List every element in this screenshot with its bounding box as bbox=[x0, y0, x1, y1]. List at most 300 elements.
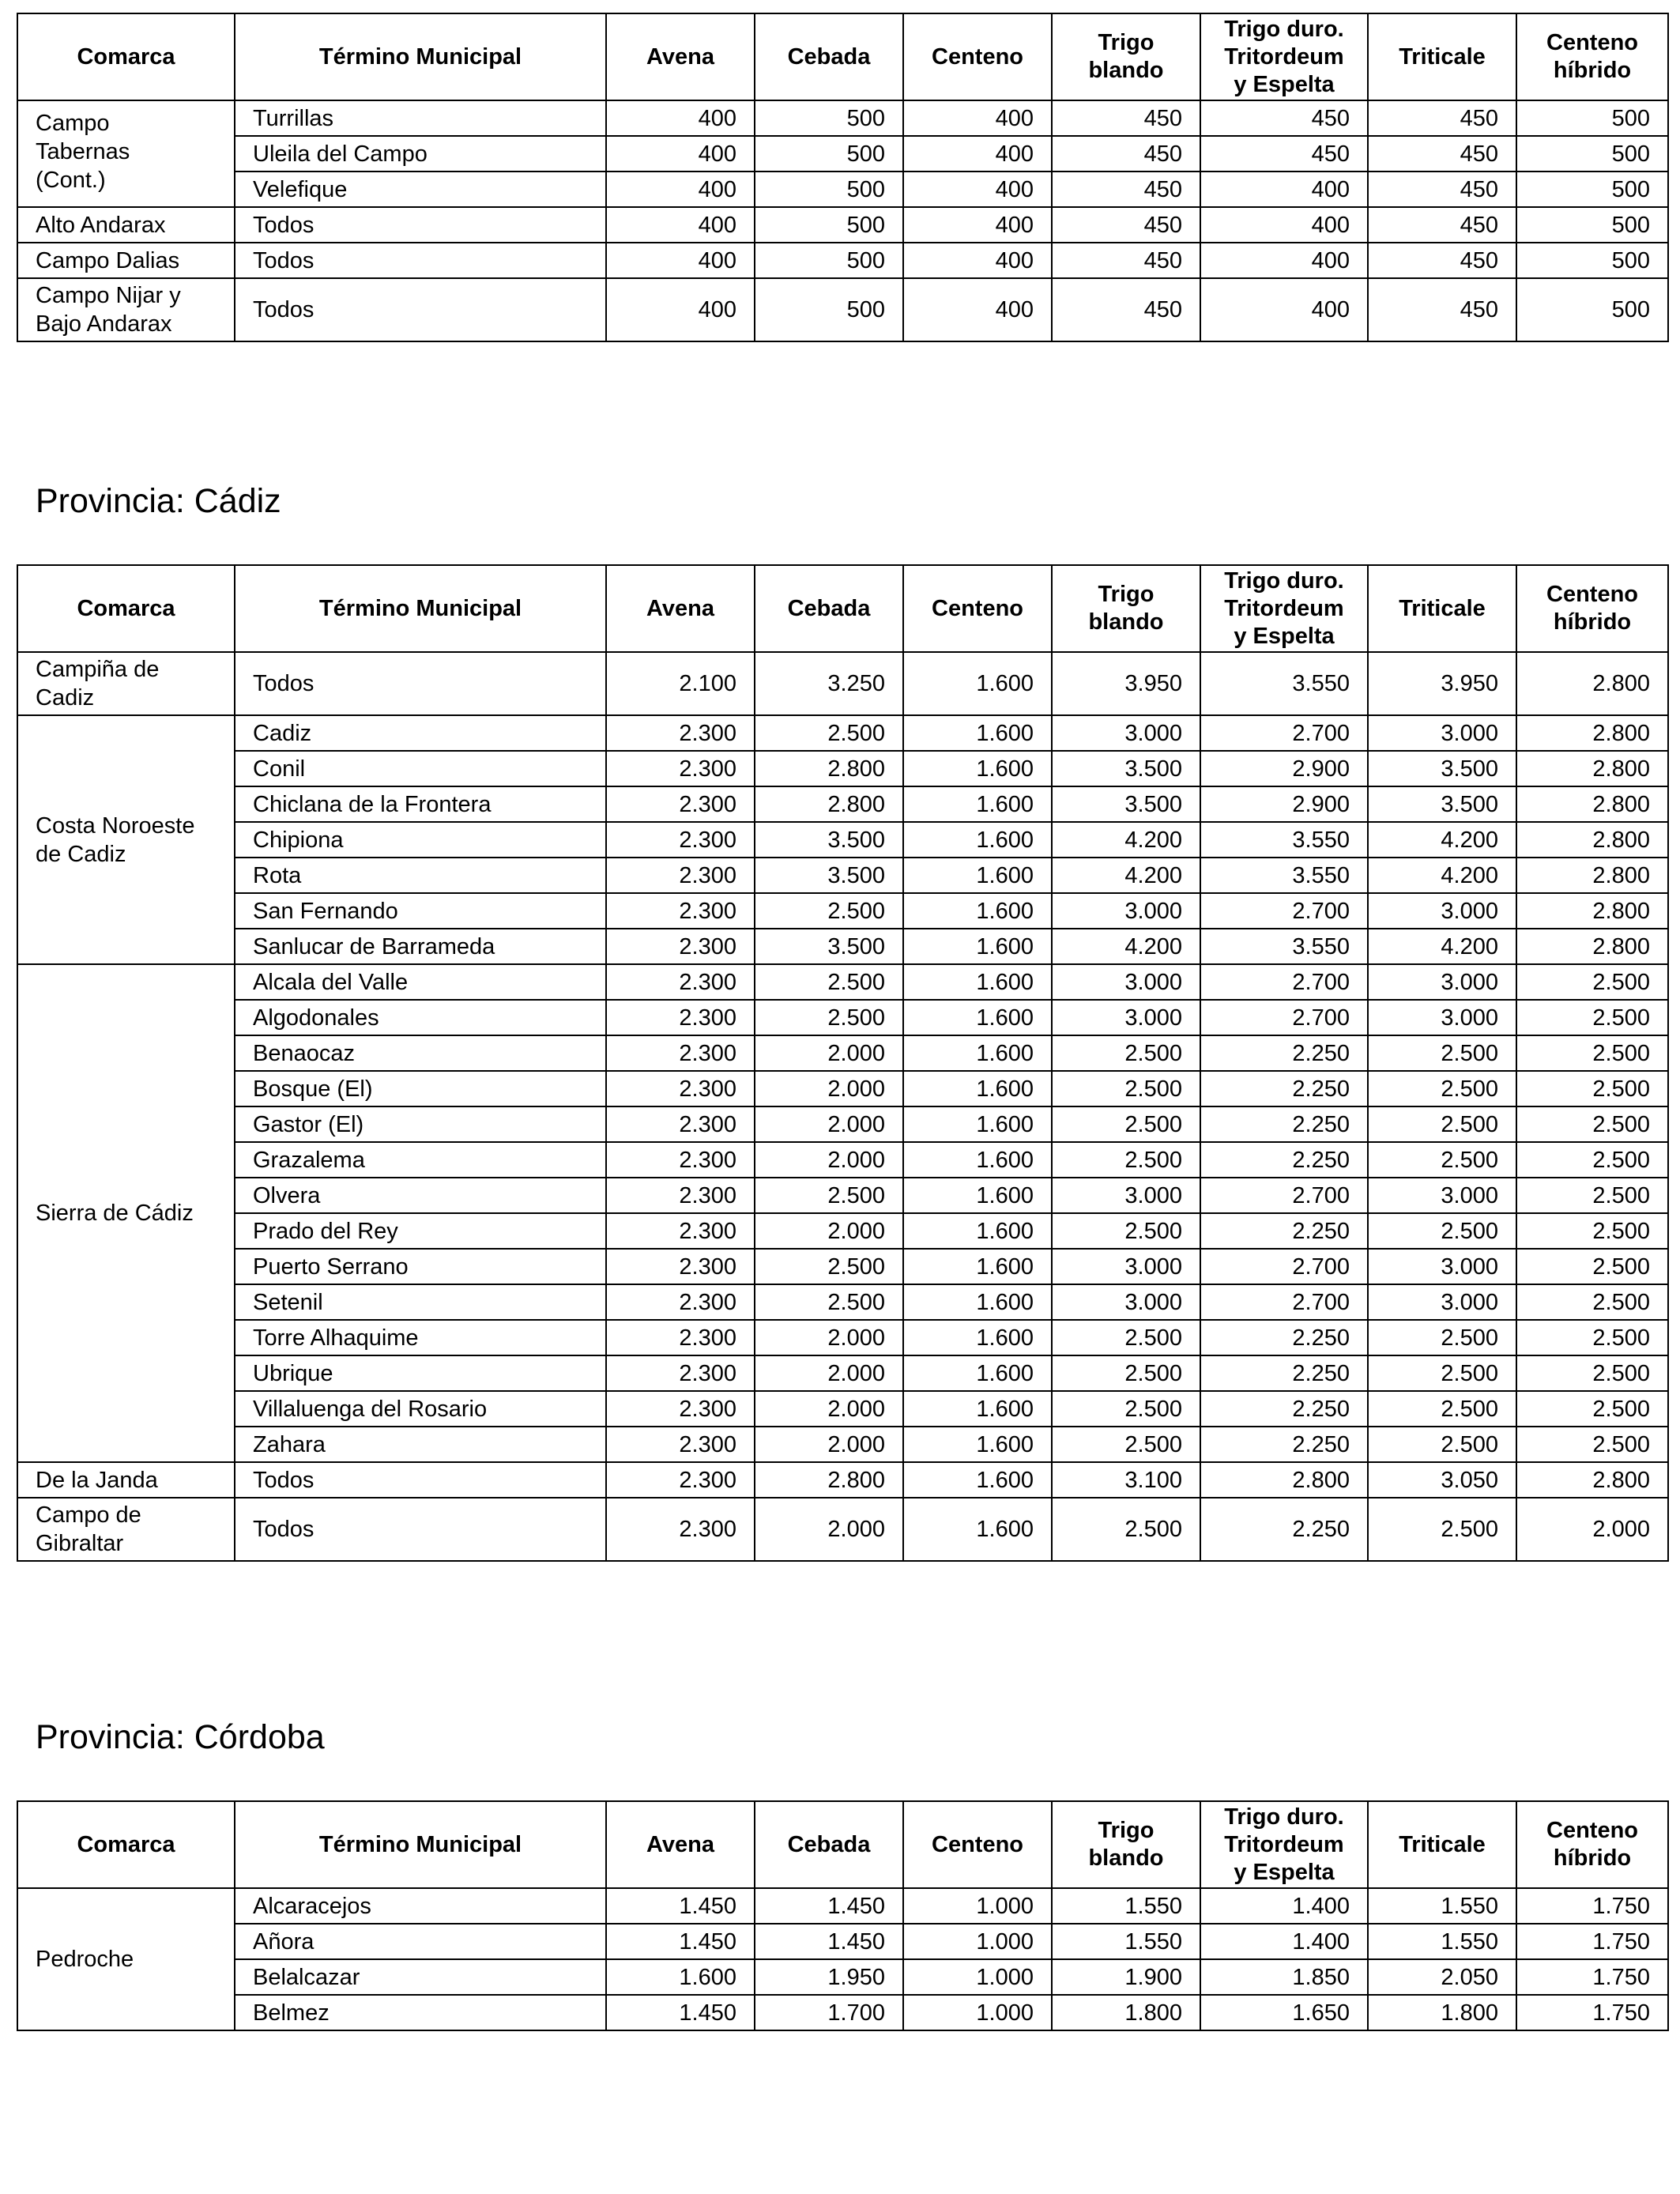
municipality-cell: Villaluenga del Rosario bbox=[235, 1391, 606, 1427]
value-cell: 400 bbox=[606, 136, 755, 172]
value-cell: 2.700 bbox=[1200, 1178, 1368, 1213]
column-header: Avena bbox=[606, 13, 755, 100]
value-cell: 3.000 bbox=[1052, 1178, 1200, 1213]
table-row bbox=[17, 858, 1668, 893]
value-cell: 1.550 bbox=[1368, 1888, 1516, 1924]
municipality-cell: Belmez bbox=[235, 1995, 606, 2030]
value-cell: 2.300 bbox=[606, 1106, 755, 1142]
value-cell: 2.500 bbox=[1052, 1498, 1200, 1561]
value-cell: 2.300 bbox=[606, 964, 755, 1000]
value-cell: 500 bbox=[1516, 243, 1668, 278]
value-cell: 3.950 bbox=[1052, 652, 1200, 715]
column-header: Comarca bbox=[17, 13, 235, 100]
value-cell: 2.800 bbox=[755, 751, 903, 786]
value-cell: 4.200 bbox=[1368, 822, 1516, 858]
value-cell: 3.950 bbox=[1368, 652, 1516, 715]
value-cell: 2.500 bbox=[755, 1000, 903, 1035]
value-cell: 1.600 bbox=[903, 929, 1052, 964]
column-header: Triticale bbox=[1368, 565, 1516, 652]
value-cell: 500 bbox=[755, 172, 903, 207]
value-cell: 2.500 bbox=[1368, 1213, 1516, 1249]
column-header: Término Municipal bbox=[235, 565, 606, 652]
value-cell: 2.500 bbox=[1368, 1142, 1516, 1178]
value-cell: 3.500 bbox=[1368, 751, 1516, 786]
value-cell: 2.700 bbox=[1200, 715, 1368, 751]
value-cell: 500 bbox=[1516, 278, 1668, 341]
value-cell: 2.800 bbox=[1516, 715, 1668, 751]
value-cell: 1.600 bbox=[903, 1178, 1052, 1213]
value-cell: 450 bbox=[1052, 136, 1200, 172]
value-cell: 1.550 bbox=[1052, 1888, 1200, 1924]
value-cell: 2.000 bbox=[755, 1142, 903, 1178]
comarca-cell: Sierra de Cádiz bbox=[17, 964, 235, 1462]
value-cell: 2.250 bbox=[1200, 1498, 1368, 1561]
value-cell: 2.250 bbox=[1200, 1142, 1368, 1178]
value-cell: 1.800 bbox=[1052, 1995, 1200, 2030]
value-cell: 3.000 bbox=[1368, 1249, 1516, 1284]
value-cell: 3.100 bbox=[1052, 1462, 1200, 1498]
municipality-cell: Todos bbox=[235, 652, 606, 715]
value-cell: 1.600 bbox=[903, 858, 1052, 893]
value-cell: 2.300 bbox=[606, 858, 755, 893]
value-cell: 400 bbox=[606, 100, 755, 136]
value-cell: 2.300 bbox=[606, 1249, 755, 1284]
value-cell: 1.600 bbox=[903, 1071, 1052, 1106]
value-cell: 1.400 bbox=[1200, 1924, 1368, 1959]
table-cadiz bbox=[17, 564, 1669, 1562]
value-cell: 2.000 bbox=[755, 1320, 903, 1355]
value-cell: 3.000 bbox=[1052, 964, 1200, 1000]
value-cell: 2.800 bbox=[1516, 786, 1668, 822]
value-cell: 2.500 bbox=[1368, 1320, 1516, 1355]
value-cell: 1.600 bbox=[903, 1035, 1052, 1071]
value-cell: 1.550 bbox=[1368, 1924, 1516, 1959]
value-cell: 2.250 bbox=[1200, 1320, 1368, 1355]
value-cell: 2.000 bbox=[755, 1035, 903, 1071]
value-cell: 2.500 bbox=[755, 964, 903, 1000]
value-cell: 2.800 bbox=[1516, 929, 1668, 964]
value-cell: 3.000 bbox=[1052, 715, 1200, 751]
column-header: Centeno híbrido bbox=[1516, 1801, 1668, 1888]
value-cell: 2.800 bbox=[755, 786, 903, 822]
value-cell: 1.550 bbox=[1052, 1924, 1200, 1959]
value-cell: 400 bbox=[903, 278, 1052, 341]
value-cell: 2.500 bbox=[1052, 1391, 1200, 1427]
municipality-cell: Algodonales bbox=[235, 1000, 606, 1035]
comarca-cell: Alto Andarax bbox=[17, 207, 235, 243]
comarca-cell: Campo Nijar y Bajo Andarax bbox=[17, 278, 235, 341]
value-cell: 2.500 bbox=[1052, 1142, 1200, 1178]
column-header: Trigo blando bbox=[1052, 13, 1200, 100]
value-cell: 2.300 bbox=[606, 1320, 755, 1355]
value-cell: 2.300 bbox=[606, 1035, 755, 1071]
table-row bbox=[17, 1355, 1668, 1391]
municipality-cell: Chipiona bbox=[235, 822, 606, 858]
comarca-cell: Campo Dalias bbox=[17, 243, 235, 278]
value-cell: 450 bbox=[1052, 100, 1200, 136]
value-cell: 1.450 bbox=[606, 1924, 755, 1959]
column-header: Avena bbox=[606, 565, 755, 652]
value-cell: 1.600 bbox=[903, 1391, 1052, 1427]
value-cell: 3.250 bbox=[755, 652, 903, 715]
value-cell: 2.500 bbox=[1516, 1249, 1668, 1284]
municipality-cell: Todos bbox=[235, 207, 606, 243]
value-cell: 2.300 bbox=[606, 1498, 755, 1561]
value-cell: 2.500 bbox=[1516, 1391, 1668, 1427]
table-row bbox=[17, 136, 1668, 172]
value-cell: 400 bbox=[1200, 243, 1368, 278]
value-cell: 2.500 bbox=[1516, 1427, 1668, 1462]
column-header: Trigo blando bbox=[1052, 565, 1200, 652]
value-cell: 2.250 bbox=[1200, 1427, 1368, 1462]
table-row bbox=[17, 929, 1668, 964]
municipality-cell: Sanlucar de Barrameda bbox=[235, 929, 606, 964]
value-cell: 2.800 bbox=[1516, 751, 1668, 786]
value-cell: 400 bbox=[903, 243, 1052, 278]
value-cell: 1.450 bbox=[606, 1995, 755, 2030]
value-cell: 400 bbox=[903, 207, 1052, 243]
table-row bbox=[17, 1924, 1668, 1959]
value-cell: 2.800 bbox=[1200, 1462, 1368, 1498]
value-cell: 2.500 bbox=[1516, 1213, 1668, 1249]
table-row bbox=[17, 893, 1668, 929]
table-row bbox=[17, 652, 1668, 715]
table-row bbox=[17, 715, 1668, 751]
table-row bbox=[17, 751, 1668, 786]
value-cell: 4.200 bbox=[1368, 929, 1516, 964]
value-cell: 1.850 bbox=[1200, 1959, 1368, 1995]
value-cell: 3.000 bbox=[1052, 1000, 1200, 1035]
municipality-cell: Belalcazar bbox=[235, 1959, 606, 1995]
data-table bbox=[17, 1800, 1669, 2031]
value-cell: 1.600 bbox=[903, 652, 1052, 715]
value-cell: 2.500 bbox=[1516, 1142, 1668, 1178]
table-row bbox=[17, 964, 1668, 1000]
value-cell: 2.700 bbox=[1200, 1000, 1368, 1035]
value-cell: 1.600 bbox=[903, 715, 1052, 751]
column-header: Trigo blando bbox=[1052, 1801, 1200, 1888]
municipality-cell: Prado del Rey bbox=[235, 1213, 606, 1249]
value-cell: 2.300 bbox=[606, 751, 755, 786]
value-cell: 1.600 bbox=[903, 1462, 1052, 1498]
table-row bbox=[17, 1035, 1668, 1071]
table-row bbox=[17, 1320, 1668, 1355]
value-cell: 2.500 bbox=[1052, 1106, 1200, 1142]
table-row bbox=[17, 1888, 1668, 1924]
column-header: Término Municipal bbox=[235, 1801, 606, 1888]
value-cell: 2.250 bbox=[1200, 1035, 1368, 1071]
value-cell: 400 bbox=[1200, 278, 1368, 341]
municipality-cell: Turrillas bbox=[235, 100, 606, 136]
comarca-cell: Pedroche bbox=[17, 1888, 235, 2030]
value-cell: 400 bbox=[903, 172, 1052, 207]
value-cell: 450 bbox=[1200, 100, 1368, 136]
value-cell: 3.500 bbox=[755, 858, 903, 893]
municipality-cell: Gastor (El) bbox=[235, 1106, 606, 1142]
value-cell: 1.600 bbox=[903, 1427, 1052, 1462]
value-cell: 400 bbox=[606, 278, 755, 341]
value-cell: 2.300 bbox=[606, 786, 755, 822]
value-cell: 1.600 bbox=[903, 1320, 1052, 1355]
value-cell: 2.800 bbox=[1516, 822, 1668, 858]
value-cell: 1.600 bbox=[903, 1249, 1052, 1284]
value-cell: 2.250 bbox=[1200, 1106, 1368, 1142]
municipality-cell: Chiclana de la Frontera bbox=[235, 786, 606, 822]
table-row bbox=[17, 1213, 1668, 1249]
value-cell: 1.400 bbox=[1200, 1888, 1368, 1924]
value-cell: 2.500 bbox=[1368, 1427, 1516, 1462]
value-cell: 2.000 bbox=[755, 1213, 903, 1249]
value-cell: 450 bbox=[1368, 243, 1516, 278]
value-cell: 1.450 bbox=[606, 1888, 755, 1924]
municipality-cell: Puerto Serrano bbox=[235, 1249, 606, 1284]
value-cell: 1.600 bbox=[903, 1106, 1052, 1142]
municipality-cell: Uleila del Campo bbox=[235, 136, 606, 172]
value-cell: 1.600 bbox=[903, 893, 1052, 929]
value-cell: 1.600 bbox=[903, 1498, 1052, 1561]
table-row bbox=[17, 1284, 1668, 1320]
value-cell: 2.500 bbox=[1368, 1035, 1516, 1071]
value-cell: 400 bbox=[606, 172, 755, 207]
value-cell: 3.550 bbox=[1200, 652, 1368, 715]
value-cell: 2.500 bbox=[755, 1178, 903, 1213]
value-cell: 1.600 bbox=[903, 1213, 1052, 1249]
table-row bbox=[17, 1995, 1668, 2030]
value-cell: 3.000 bbox=[1368, 1284, 1516, 1320]
value-cell: 400 bbox=[1200, 207, 1368, 243]
value-cell: 2.300 bbox=[606, 893, 755, 929]
value-cell: 3.000 bbox=[1368, 715, 1516, 751]
value-cell: 2.250 bbox=[1200, 1391, 1368, 1427]
municipality-cell: Todos bbox=[235, 243, 606, 278]
value-cell: 500 bbox=[755, 243, 903, 278]
municipality-cell: Todos bbox=[235, 278, 606, 341]
value-cell: 1.450 bbox=[755, 1924, 903, 1959]
value-cell: 2.300 bbox=[606, 1071, 755, 1106]
value-cell: 2.250 bbox=[1200, 1071, 1368, 1106]
value-cell: 2.800 bbox=[1516, 858, 1668, 893]
value-cell: 2.300 bbox=[606, 1178, 755, 1213]
value-cell: 2.800 bbox=[1516, 1462, 1668, 1498]
municipality-cell: Rota bbox=[235, 858, 606, 893]
value-cell: 2.700 bbox=[1200, 1249, 1368, 1284]
value-cell: 400 bbox=[1200, 172, 1368, 207]
value-cell: 1.600 bbox=[903, 822, 1052, 858]
municipality-cell: Torre Alhaquime bbox=[235, 1320, 606, 1355]
value-cell: 400 bbox=[903, 100, 1052, 136]
value-cell: 2.300 bbox=[606, 929, 755, 964]
column-header: Triticale bbox=[1368, 1801, 1516, 1888]
table-row bbox=[17, 278, 1668, 341]
municipality-cell: Grazalema bbox=[235, 1142, 606, 1178]
column-header: Centeno híbrido bbox=[1516, 13, 1668, 100]
value-cell: 450 bbox=[1368, 136, 1516, 172]
value-cell: 400 bbox=[606, 207, 755, 243]
value-cell: 500 bbox=[1516, 100, 1668, 136]
table-row bbox=[17, 1959, 1668, 1995]
value-cell: 1.600 bbox=[903, 786, 1052, 822]
column-header: Centeno bbox=[903, 13, 1052, 100]
column-header: Trigo duro. Tritordeum y Espelta bbox=[1200, 13, 1368, 100]
value-cell: 2.500 bbox=[1516, 1071, 1668, 1106]
value-cell: 2.000 bbox=[755, 1071, 903, 1106]
table-cordoba bbox=[17, 1800, 1669, 2031]
value-cell: 3.500 bbox=[755, 822, 903, 858]
value-cell: 2.000 bbox=[755, 1106, 903, 1142]
municipality-cell: Cadiz bbox=[235, 715, 606, 751]
value-cell: 1.600 bbox=[903, 964, 1052, 1000]
value-cell: 2.500 bbox=[1052, 1427, 1200, 1462]
value-cell: 2.050 bbox=[1368, 1959, 1516, 1995]
value-cell: 2.500 bbox=[1052, 1213, 1200, 1249]
value-cell: 2.300 bbox=[606, 1355, 755, 1391]
column-header: Triticale bbox=[1368, 13, 1516, 100]
value-cell: 2.250 bbox=[1200, 1355, 1368, 1391]
table-row bbox=[17, 100, 1668, 136]
value-cell: 2.500 bbox=[1516, 1178, 1668, 1213]
table-row bbox=[17, 1000, 1668, 1035]
value-cell: 1.900 bbox=[1052, 1959, 1200, 1995]
value-cell: 2.500 bbox=[1052, 1320, 1200, 1355]
value-cell: 2.300 bbox=[606, 822, 755, 858]
column-header: Centeno bbox=[903, 1801, 1052, 1888]
value-cell: 1.750 bbox=[1516, 1888, 1668, 1924]
value-cell: 1.650 bbox=[1200, 1995, 1368, 2030]
value-cell: 1.000 bbox=[903, 1888, 1052, 1924]
column-header: Trigo duro. Tritordeum y Espelta bbox=[1200, 1801, 1368, 1888]
value-cell: 2.000 bbox=[755, 1355, 903, 1391]
value-cell: 450 bbox=[1052, 172, 1200, 207]
value-cell: 3.500 bbox=[1052, 786, 1200, 822]
value-cell: 1.600 bbox=[903, 1355, 1052, 1391]
municipality-cell: San Fernando bbox=[235, 893, 606, 929]
table-row bbox=[17, 1178, 1668, 1213]
column-header: Término Municipal bbox=[235, 13, 606, 100]
value-cell: 2.500 bbox=[1368, 1498, 1516, 1561]
value-cell: 2.500 bbox=[1516, 1355, 1668, 1391]
table-row bbox=[17, 1427, 1668, 1462]
province-title-cordoba: Provincia: Córdoba bbox=[36, 1718, 325, 1756]
value-cell: 2.000 bbox=[755, 1498, 903, 1561]
municipality-cell: Setenil bbox=[235, 1284, 606, 1320]
value-cell: 450 bbox=[1052, 207, 1200, 243]
value-cell: 2.500 bbox=[1052, 1355, 1200, 1391]
comarca-cell: De la Janda bbox=[17, 1462, 235, 1498]
value-cell: 2.700 bbox=[1200, 1284, 1368, 1320]
municipality-cell: Ubrique bbox=[235, 1355, 606, 1391]
table-row bbox=[17, 1106, 1668, 1142]
table-row bbox=[17, 1249, 1668, 1284]
value-cell: 1.600 bbox=[606, 1959, 755, 1995]
column-header: Cebada bbox=[755, 13, 903, 100]
header-row bbox=[17, 1801, 1668, 1888]
municipality-cell: Todos bbox=[235, 1462, 606, 1498]
municipality-cell: Conil bbox=[235, 751, 606, 786]
value-cell: 400 bbox=[606, 243, 755, 278]
province-title-cadiz: Provincia: Cádiz bbox=[36, 482, 281, 520]
value-cell: 1.000 bbox=[903, 1924, 1052, 1959]
value-cell: 2.500 bbox=[1368, 1071, 1516, 1106]
municipality-cell: Todos bbox=[235, 1498, 606, 1561]
value-cell: 2.500 bbox=[1516, 1284, 1668, 1320]
column-header: Centeno híbrido bbox=[1516, 565, 1668, 652]
value-cell: 3.500 bbox=[1052, 751, 1200, 786]
value-cell: 3.000 bbox=[1052, 1249, 1200, 1284]
value-cell: 1.450 bbox=[755, 1888, 903, 1924]
value-cell: 1.000 bbox=[903, 1959, 1052, 1995]
value-cell: 500 bbox=[1516, 207, 1668, 243]
value-cell: 4.200 bbox=[1368, 858, 1516, 893]
table-row bbox=[17, 207, 1668, 243]
value-cell: 3.500 bbox=[1368, 786, 1516, 822]
value-cell: 2.000 bbox=[755, 1391, 903, 1427]
value-cell: 2.000 bbox=[755, 1427, 903, 1462]
table-row bbox=[17, 1462, 1668, 1498]
value-cell: 2.300 bbox=[606, 1462, 755, 1498]
value-cell: 2.700 bbox=[1200, 964, 1368, 1000]
value-cell: 450 bbox=[1052, 278, 1200, 341]
value-cell: 2.500 bbox=[755, 715, 903, 751]
value-cell: 500 bbox=[755, 207, 903, 243]
value-cell: 1.750 bbox=[1516, 1959, 1668, 1995]
value-cell: 2.100 bbox=[606, 652, 755, 715]
table-row bbox=[17, 1071, 1668, 1106]
value-cell: 4.200 bbox=[1052, 822, 1200, 858]
value-cell: 1.000 bbox=[903, 1995, 1052, 2030]
column-header: Avena bbox=[606, 1801, 755, 1888]
value-cell: 450 bbox=[1052, 243, 1200, 278]
value-cell: 4.200 bbox=[1052, 929, 1200, 964]
table-row bbox=[17, 243, 1668, 278]
value-cell: 2.500 bbox=[1368, 1106, 1516, 1142]
municipality-cell: Bosque (El) bbox=[235, 1071, 606, 1106]
column-header: Centeno bbox=[903, 565, 1052, 652]
value-cell: 2.300 bbox=[606, 715, 755, 751]
value-cell: 1.950 bbox=[755, 1959, 903, 1995]
value-cell: 400 bbox=[903, 136, 1052, 172]
table-row bbox=[17, 1391, 1668, 1427]
value-cell: 2.300 bbox=[606, 1391, 755, 1427]
value-cell: 3.000 bbox=[1368, 964, 1516, 1000]
value-cell: 3.550 bbox=[1200, 929, 1368, 964]
column-header: Trigo duro. Tritordeum y Espelta bbox=[1200, 565, 1368, 652]
value-cell: 2.900 bbox=[1200, 786, 1368, 822]
value-cell: 2.800 bbox=[755, 1462, 903, 1498]
value-cell: 3.000 bbox=[1368, 1000, 1516, 1035]
value-cell: 1.600 bbox=[903, 751, 1052, 786]
value-cell: 1.750 bbox=[1516, 1995, 1668, 2030]
value-cell: 1.600 bbox=[903, 1142, 1052, 1178]
table-row bbox=[17, 822, 1668, 858]
value-cell: 500 bbox=[755, 278, 903, 341]
value-cell: 2.500 bbox=[755, 1249, 903, 1284]
table-row bbox=[17, 1142, 1668, 1178]
value-cell: 3.550 bbox=[1200, 822, 1368, 858]
value-cell: 2.500 bbox=[1516, 1035, 1668, 1071]
value-cell: 450 bbox=[1368, 100, 1516, 136]
table-almeria-continued bbox=[17, 13, 1669, 342]
municipality-cell: Olvera bbox=[235, 1178, 606, 1213]
data-table bbox=[17, 13, 1669, 342]
value-cell: 3.000 bbox=[1052, 1284, 1200, 1320]
value-cell: 2.500 bbox=[1368, 1355, 1516, 1391]
comarca-cell: Campiña de Cadiz bbox=[17, 652, 235, 715]
value-cell: 3.500 bbox=[755, 929, 903, 964]
table-row bbox=[17, 172, 1668, 207]
header-row bbox=[17, 13, 1668, 100]
table-row bbox=[17, 1498, 1668, 1561]
value-cell: 450 bbox=[1200, 136, 1368, 172]
